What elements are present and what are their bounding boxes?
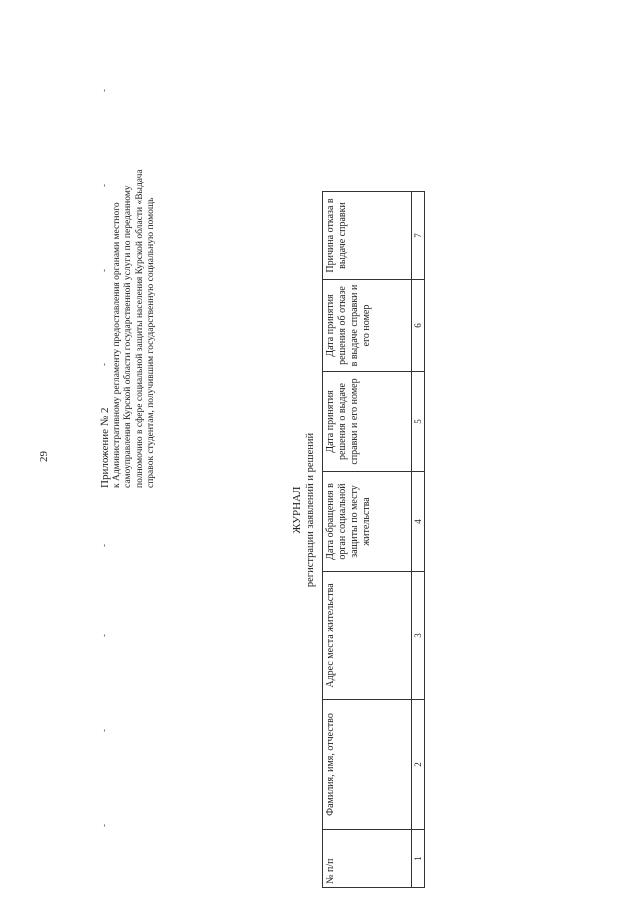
appendix-note xyxy=(100,96,157,488)
column-number: 2 xyxy=(412,700,425,830)
column-number: 7 xyxy=(412,192,425,280)
column-number: 1 xyxy=(412,830,425,888)
column-number: 3 xyxy=(412,572,425,700)
scan-mark: ʼ xyxy=(103,728,106,738)
appendix-line: к Административному регламенту предоставления органами местного xyxy=(112,202,123,488)
scan-mark: ʼ xyxy=(103,268,106,278)
header-cell-refusal-reason: Причина отказа в выдаче справки xyxy=(323,192,412,280)
scan-mark: ʼ xyxy=(103,362,106,372)
journal-table xyxy=(322,191,425,888)
scan-mark: ʼ xyxy=(103,88,106,98)
header-cell-number: № п/п xyxy=(323,830,412,888)
header-cell-address: Адрес места жительства xyxy=(323,572,412,700)
column-number: 6 xyxy=(412,280,425,372)
column-number: 4 xyxy=(412,472,425,572)
header-cell-application-date: Дата обращения в орган социальной защиты по месту жительства xyxy=(323,472,412,572)
appendix-line: полномочию в сфере социальной защиты населения Курской области «Выдача xyxy=(134,169,145,488)
scan-mark: ʼ xyxy=(103,823,106,833)
page-number: 29 xyxy=(38,451,50,462)
header-cell-approval-date: Дата принятия решения о выдаче справки и его номер xyxy=(323,372,412,472)
header-cell-refusal-date: Дата принятия решения об отказе в выдаче справки и его номер xyxy=(323,280,412,372)
header-cell-name: Фамилия, имя, отчество xyxy=(323,700,412,830)
table-header-row xyxy=(323,192,412,888)
journal-heading xyxy=(290,310,318,710)
appendix-title: Приложение № 2 xyxy=(99,407,111,488)
journal-subtitle: регистрации заявлений и решений xyxy=(305,432,316,588)
table-number-row xyxy=(412,192,425,888)
appendix-line: справок студентам, получившим государственную социальную помощь xyxy=(145,197,156,488)
scan-mark: ʼ xyxy=(103,633,106,643)
appendix-line: самоуправления Курской области государственной услуги по переданному xyxy=(123,185,134,488)
scan-mark: ʼ xyxy=(103,543,106,553)
journal-title: ЖУРНАЛ xyxy=(291,486,303,534)
column-number: 5 xyxy=(412,372,425,472)
scan-mark: ʼ xyxy=(103,183,106,193)
